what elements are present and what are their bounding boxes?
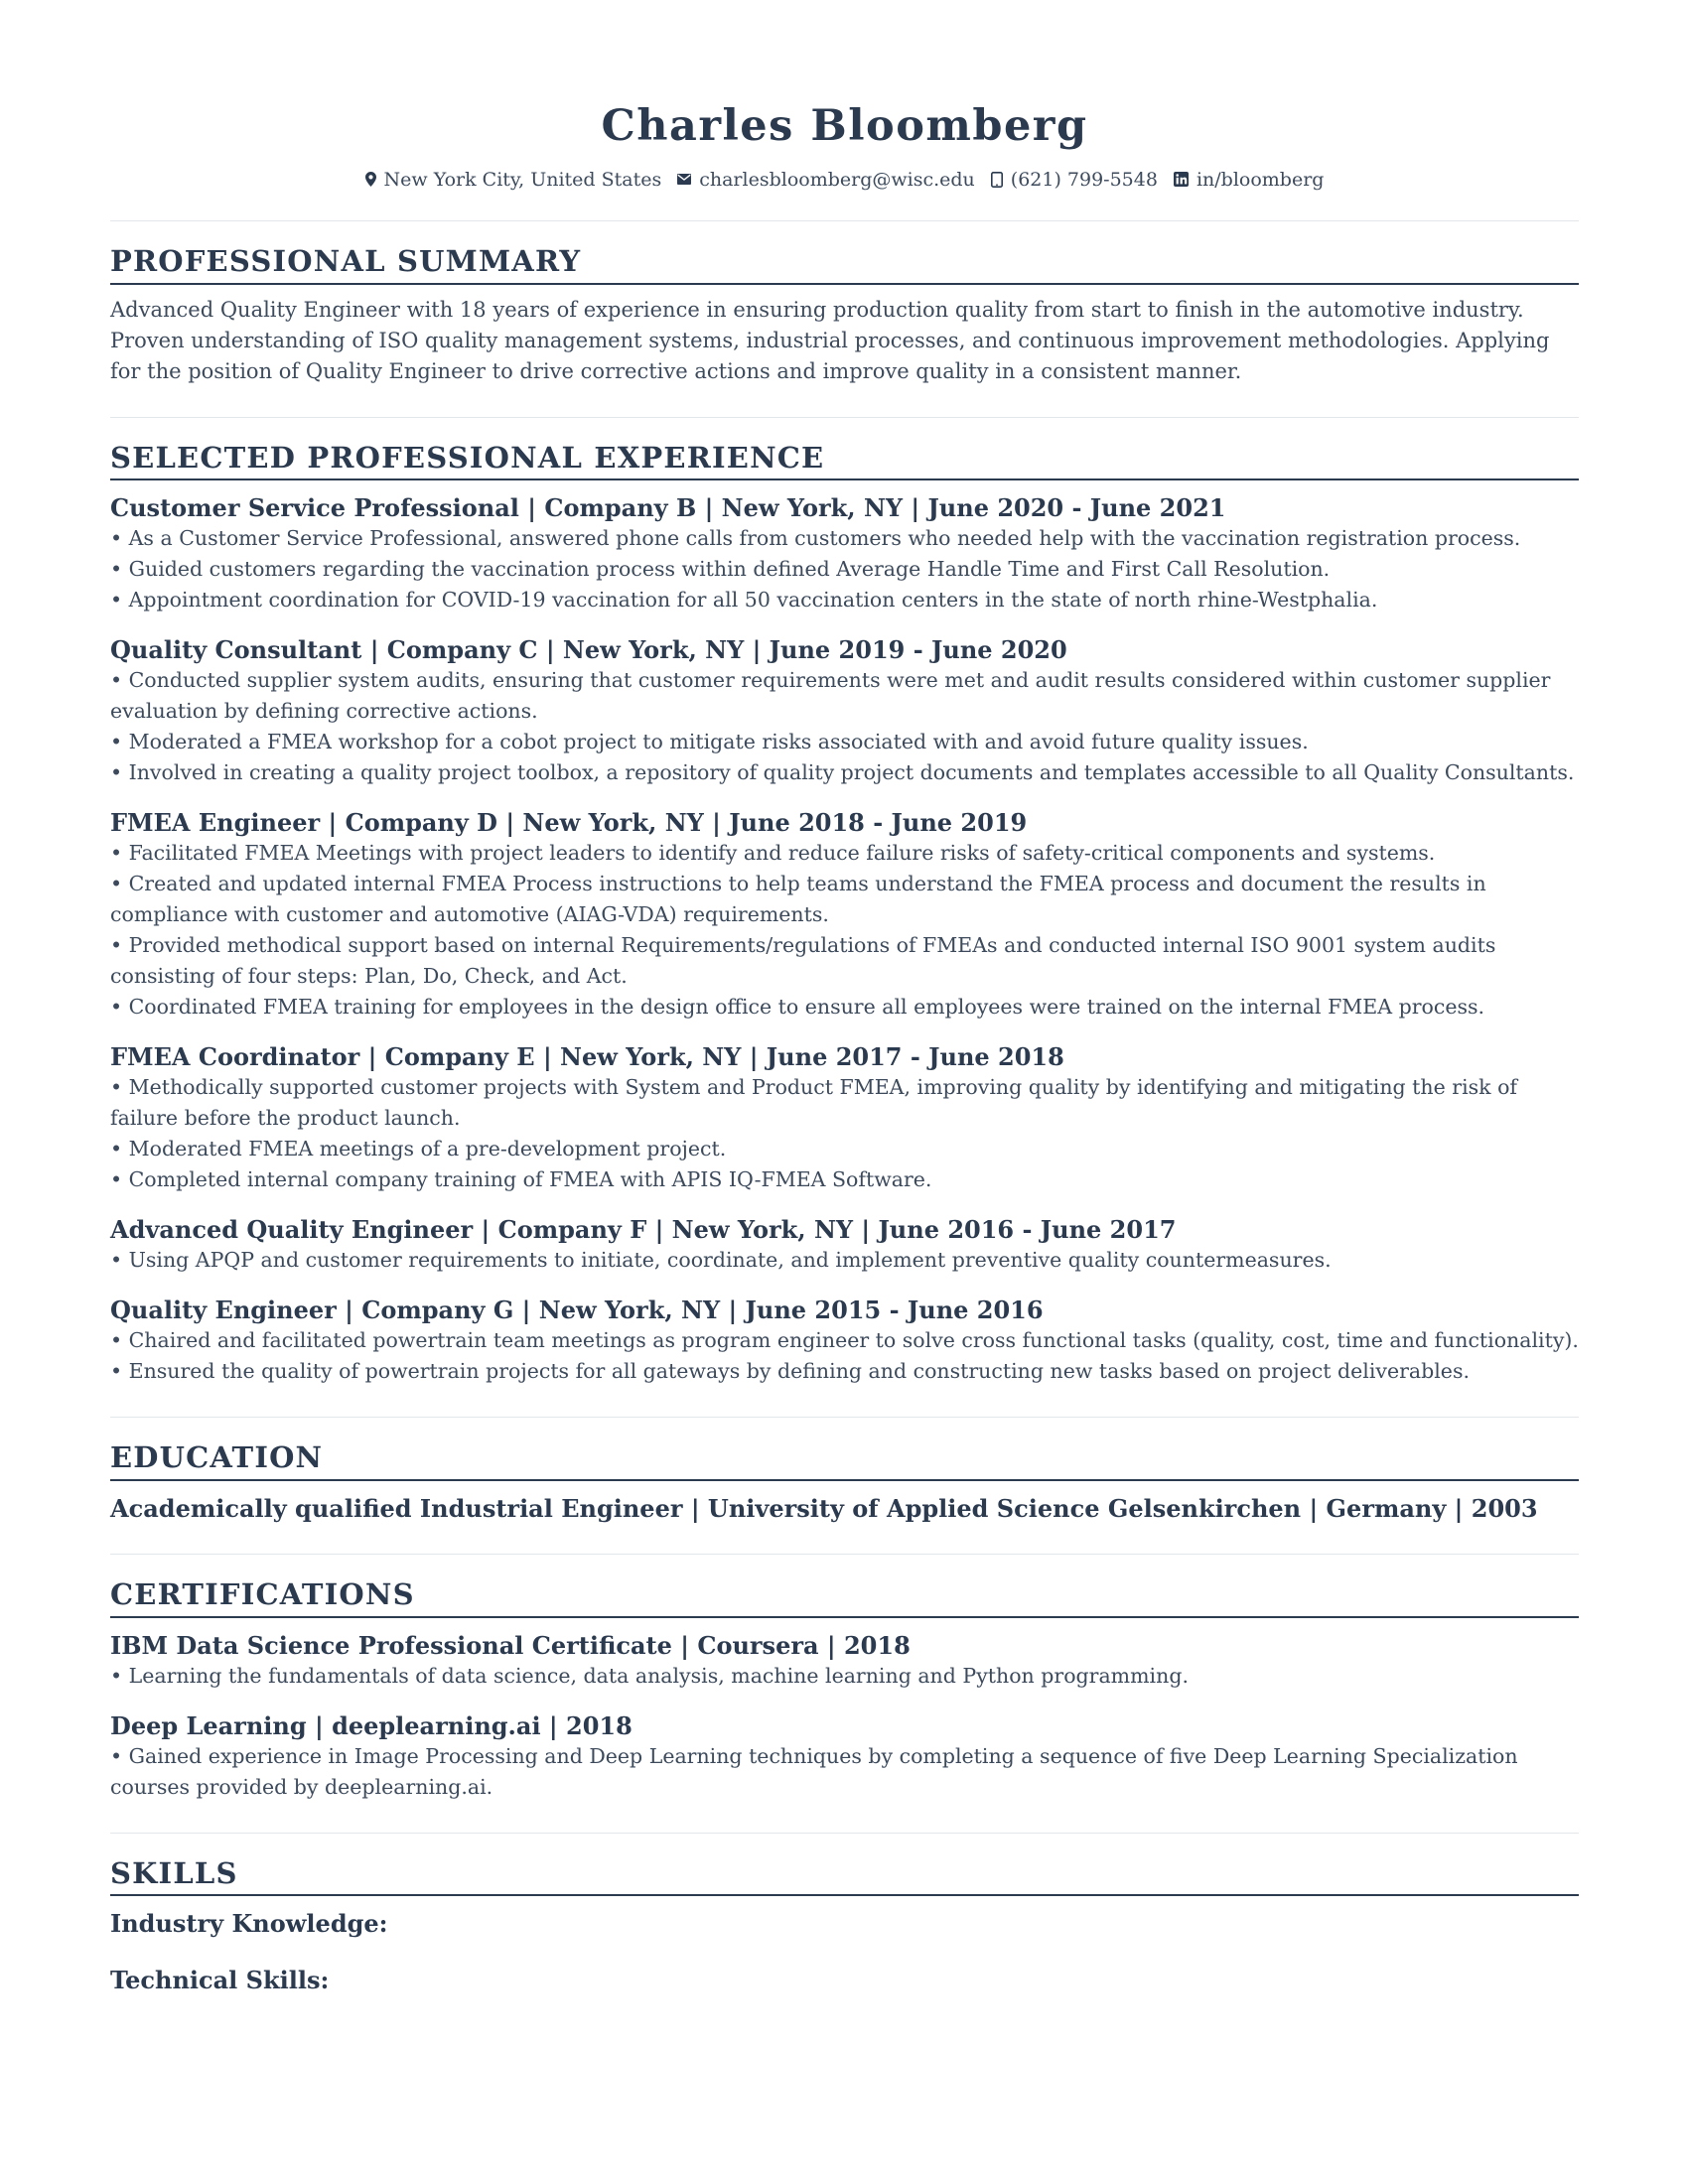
job-entry [110, 1041, 1579, 1195]
job-bullet: • Ensured the quality of powertrain projects for all gateways by defining and constructing new tasks based on project deliverables. [110, 1356, 1579, 1387]
education-entry: Academically qualified Industrial Engineer | University of Applied Science Gelsenkirchen | Germany | 2003 [110, 1493, 1538, 1523]
job-bullet: • Coordinated FMEA training for employees in the design office to ensure all employees were trained on the internal FMEA process. [110, 992, 1579, 1023]
job-bullet: • Facilitated FMEA Meetings with project leaders to identify and reduce failure risks of safety-critical components and systems. [110, 838, 1579, 869]
job-bullets [110, 1072, 1579, 1195]
job-heading: Quality Consultant | Company C | New York, NY | June 2019 - June 2020 [110, 635, 1067, 665]
technical-skills-label: Technical Skills: [110, 1966, 330, 1995]
job-bullet: • Guided customers regarding the vaccination process within defined Average Handle Time and First Call Resolution. [110, 554, 1579, 585]
contact-linkedin[interactable] [1174, 169, 1325, 191]
certification-heading: IBM Data Science Professional Certificate | Coursera | 2018 [110, 1630, 911, 1660]
divider [110, 417, 1579, 418]
job-heading: Quality Engineer | Company G | New York, NY | June 2015 - June 2016 [110, 1296, 1044, 1325]
job-bullet: • Moderated FMEA meetings of a pre-development project. [110, 1134, 1579, 1164]
certification-heading: Deep Learning | deeplearning.ai | 2018 [110, 1710, 633, 1740]
contact-bar [110, 169, 1579, 191]
certification-entry [110, 1710, 1579, 1803]
job-bullets [110, 1245, 1579, 1276]
job-bullets [110, 838, 1579, 1023]
job-heading: Advanced Quality Engineer | Company F | New York, NY | June 2016 - June 2017 [110, 1215, 1177, 1245]
education-heading: EDUCATION [110, 1439, 1579, 1481]
job-entry [110, 1214, 1579, 1276]
summary-text: Advanced Quality Engineer with 18 years of experience in ensuring production quality from start to finish in the automotive industry. Proven understanding of ISO quality management systems, industrial processes, and continuous improvement methodologies. Applying for the position of Quality Engineer to drive corrective actions and improve quality in a consistent manner. [110, 297, 1550, 383]
skills-heading: SKILLS [110, 1855, 1579, 1897]
job-bullet: • Involved in creating a quality project toolbox, a repository of quality project documents and templates accessible to all Quality Consultants. [110, 757, 1579, 788]
certification-bullets [110, 1741, 1579, 1803]
divider [110, 1417, 1579, 1418]
experience-section [110, 440, 1579, 1388]
linkedin-text[interactable]: in/bloomberg [1196, 168, 1325, 191]
divider [110, 220, 1579, 221]
contact-location [365, 169, 662, 191]
job-entry [110, 807, 1579, 1023]
divider [110, 1554, 1579, 1555]
job-bullet: • Created and updated internal FMEA Process instructions to help teams understand the FMEA process and document the results in compliance with customer and automotive (AIAG-VDA) requirements. [110, 869, 1579, 930]
skills-section [110, 1855, 1579, 1996]
job-bullet: • Provided methodical support based on internal Requirements/regulations of FMEAs and conducted internal ISO 9001 system audits consisting of four steps: Plan, Do, Check, and Act. [110, 930, 1579, 992]
certifications-section [110, 1576, 1579, 1803]
certification-bullet: • Gained experience in Image Processing and Deep Learning techniques by completing a sequence of five Deep Learning Specialization courses provided by deeplearning.ai. [110, 1741, 1579, 1803]
job-bullet: • As a Customer Service Professional, answered phone calls from customers who needed help with the vaccination registration process. [110, 523, 1579, 554]
job-bullets [110, 665, 1579, 788]
email-text[interactable]: charlesbloomberg@wisc.edu [699, 168, 975, 191]
job-bullet: • Using APQP and customer requirements to initiate, coordinate, and implement preventive quality countermeasures. [110, 1245, 1579, 1276]
envelope-icon [677, 174, 691, 185]
job-heading: FMEA Engineer | Company D | New York, NY | June 2018 - June 2019 [110, 808, 1028, 838]
job-bullets [110, 1325, 1579, 1387]
certification-bullets [110, 1661, 1579, 1692]
contact-phone[interactable] [991, 169, 1158, 191]
job-bullet: • Conducted supplier system audits, ensuring that customer requirements were met and audit results considered within customer supplier evaluation by defining corrective actions. [110, 665, 1579, 727]
education-section [110, 1439, 1579, 1524]
summary-section [110, 243, 1579, 387]
job-entry [110, 1295, 1579, 1387]
industry-knowledge-label: Industry Knowledge: [110, 1909, 388, 1939]
job-entry [110, 634, 1579, 788]
candidate-name: Charles Bloomberg [601, 101, 1088, 151]
job-entry [110, 492, 1579, 615]
location-text: New York City, United States [383, 168, 662, 191]
certifications-heading: CERTIFICATIONS [110, 1576, 1579, 1618]
job-bullets [110, 523, 1579, 615]
certification-entry [110, 1630, 1579, 1692]
job-bullet: • Chaired and facilitated powertrain team meetings as program engineer to solve cross functional tasks (quality, cost, time and functionality). [110, 1325, 1579, 1356]
job-heading: Customer Service Professional | Company B | New York, NY | June 2020 - June 2021 [110, 493, 1226, 523]
linkedin-icon [1174, 172, 1189, 187]
phone-icon [991, 172, 1003, 188]
job-bullet: • Moderated a FMEA workshop for a cobot project to mitigate risks associated with and avoid future quality issues. [110, 727, 1579, 757]
phone-text[interactable]: (621) 799-5548 [1010, 168, 1158, 191]
location-pin-icon [365, 172, 376, 187]
job-heading: FMEA Coordinator | Company E | New York, NY | June 2017 - June 2018 [110, 1042, 1064, 1072]
divider [110, 1833, 1579, 1834]
contact-email[interactable] [677, 169, 975, 191]
experience-heading: SELECTED PROFESSIONAL EXPERIENCE [110, 440, 1579, 481]
job-bullet: • Methodically supported customer projects with System and Product FMEA, improving quality by identifying and mitigating the risk of failure before the product launch. [110, 1072, 1579, 1134]
summary-heading: PROFESSIONAL SUMMARY [110, 243, 1579, 285]
job-bullet: • Appointment coordination for COVID-19 vaccination for all 50 vaccination centers in the state of north rhine-Westphalia. [110, 585, 1579, 615]
job-bullet: • Completed internal company training of FMEA with APIS IQ-FMEA Software. [110, 1164, 1579, 1195]
certification-bullet: • Learning the fundamentals of data science, data analysis, machine learning and Python programming. [110, 1661, 1579, 1692]
